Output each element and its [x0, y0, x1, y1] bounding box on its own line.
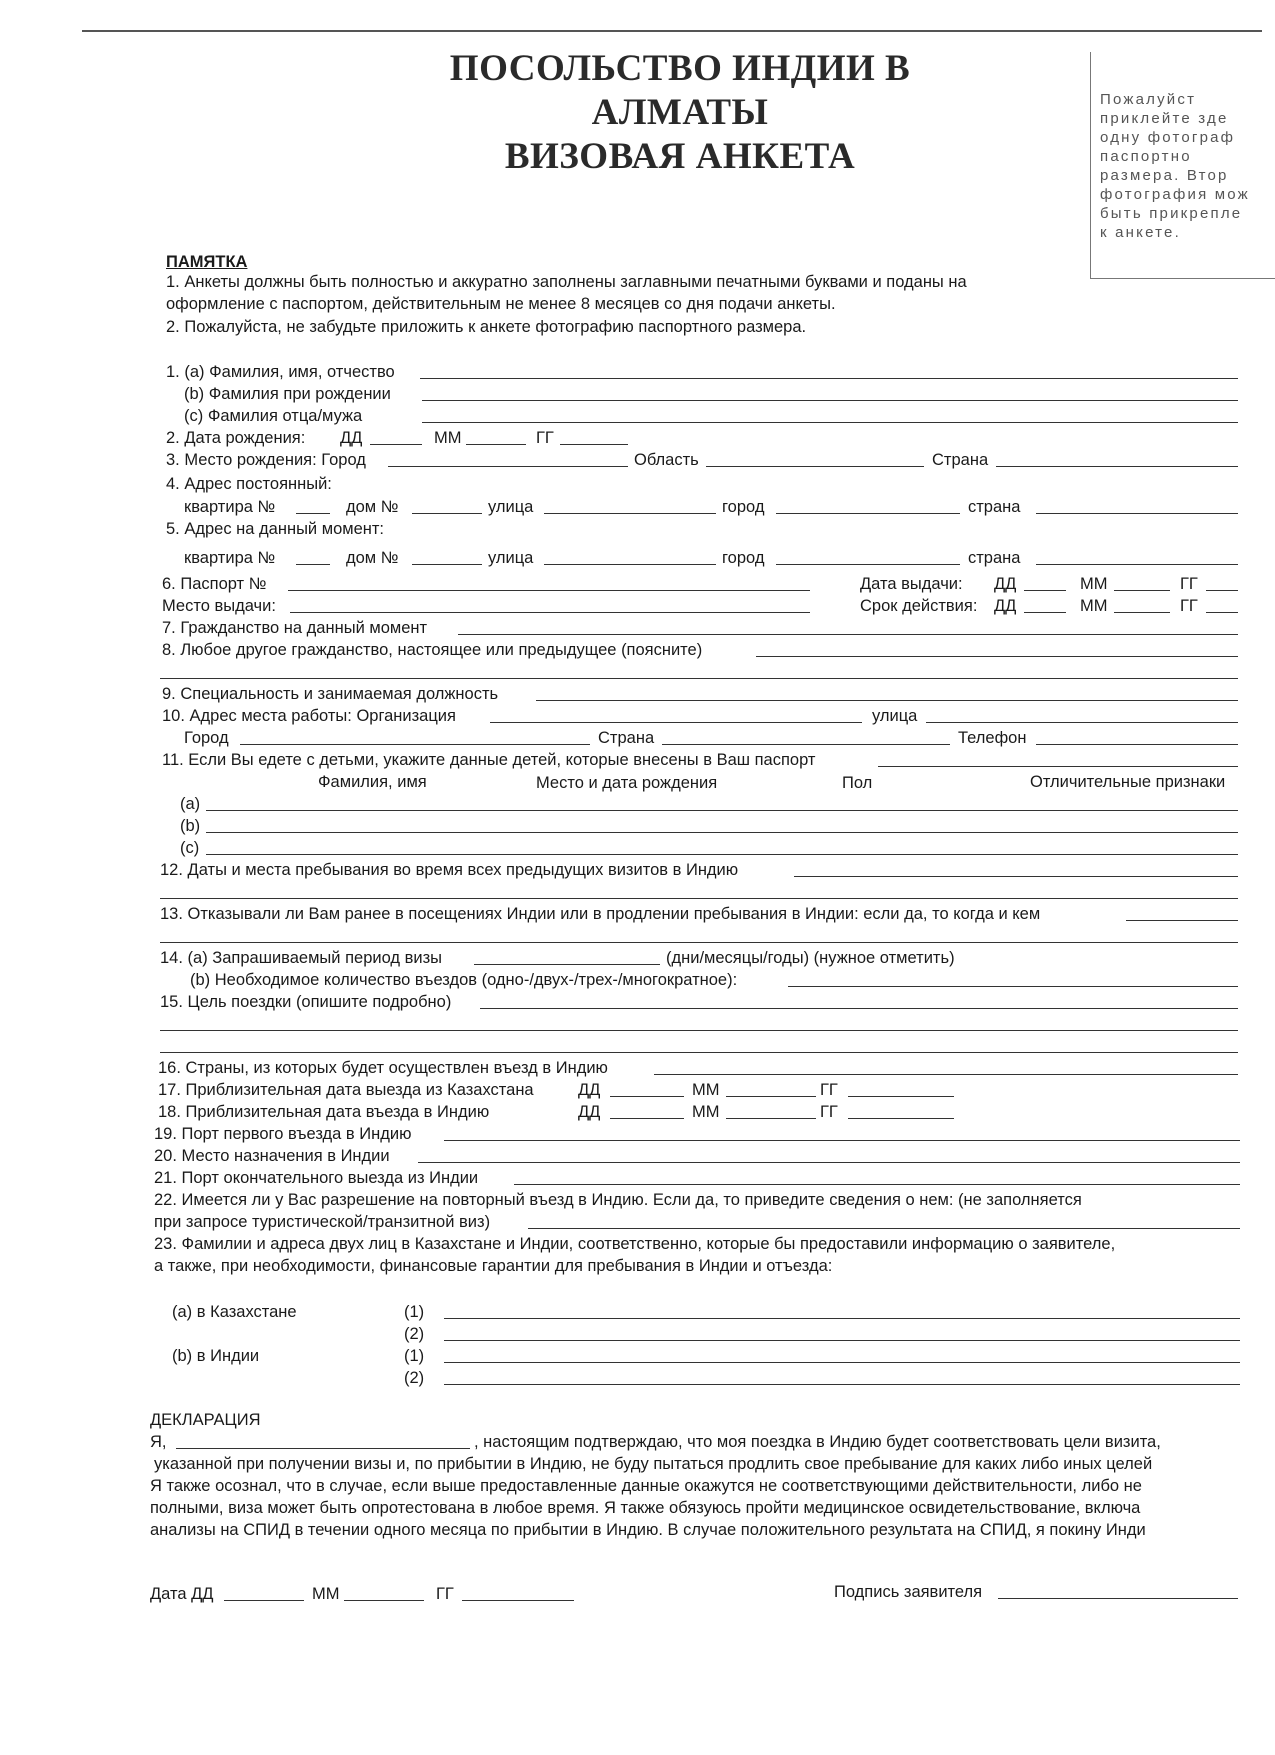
q5-house-label: дом №	[346, 549, 399, 567]
memo-heading: ПАМЯТКА	[166, 253, 248, 271]
q1c-label: (c) Фамилия отца/мужа	[184, 407, 363, 425]
q23-in-2: (2)	[404, 1369, 425, 1387]
q11-row-c-field[interactable]	[206, 854, 1238, 855]
footer-gg-field[interactable]	[462, 1600, 574, 1601]
photo-note-line: одну фотограф	[1100, 129, 1236, 146]
q23-in-1: (1)	[404, 1347, 425, 1365]
title-line-3: ВИЗОВАЯ АНКЕТА	[504, 136, 856, 177]
q6-label: 6. Паспорт №	[162, 575, 267, 593]
q16-field[interactable]	[654, 1074, 1238, 1075]
q11-col-birth: Место и дата рождения	[536, 774, 718, 792]
q6-issue-gg-field[interactable]	[1206, 590, 1238, 591]
q11-row-b-field[interactable]	[206, 832, 1238, 833]
q4-city-label: город	[722, 498, 765, 516]
q12-field[interactable]	[794, 876, 1238, 877]
q10-city-label: Город	[184, 729, 229, 747]
q3-country-field[interactable]	[996, 466, 1238, 467]
q2-gg-label: ГГ	[536, 429, 554, 447]
q5-label: 5. Адрес на данный момент:	[166, 520, 385, 538]
q10-street-label: улица	[872, 707, 918, 725]
q1a-label: 1. (a) Фамилия, имя, отчество	[166, 363, 395, 381]
q23-in-2-field[interactable]	[444, 1384, 1240, 1385]
title-line-1: ПОСОЛЬСТВО ИНДИИ В	[449, 48, 911, 89]
declaration-ya: Я,	[150, 1433, 167, 1451]
q4-city-field[interactable]	[776, 513, 960, 514]
q5-country-label: страна	[968, 549, 1021, 567]
q6-issue-gg: ГГ	[1180, 575, 1198, 593]
q6-issue-mm: ММ	[1080, 575, 1108, 593]
q1c-field[interactable]	[422, 422, 1238, 423]
q17-gg-field[interactable]	[848, 1096, 954, 1097]
memo-item-1a: 1. Анкеты должны быть полностью и аккуратно заполнены заглавными печатными буквами и поданы на	[166, 273, 967, 291]
footer-mm-field[interactable]	[344, 1600, 424, 1601]
q11-row-a-field[interactable]	[206, 810, 1238, 811]
q6-validity-dd: ДД	[994, 597, 1017, 615]
q8-field[interactable]	[756, 656, 1238, 657]
q17-dd-field[interactable]	[610, 1096, 684, 1097]
q5-house-field[interactable]	[412, 564, 482, 565]
photo-note-line: размера. Втор	[1100, 167, 1229, 184]
photo-note-line: приклейте зде	[1100, 110, 1229, 127]
q4-label: 4. Адрес постоянный:	[166, 475, 332, 493]
q21-label: 21. Порт окончательного выезда из Индии	[154, 1169, 479, 1187]
q4-street-field[interactable]	[544, 513, 716, 514]
q3-city-field[interactable]	[388, 466, 628, 467]
q11-row-c: (c)	[180, 839, 200, 857]
q4-apt-field[interactable]	[296, 513, 330, 514]
q10-phone-field[interactable]	[1036, 744, 1238, 745]
q5-city-field[interactable]	[776, 564, 960, 565]
q11-col-marks: Отличительные признаки	[1030, 773, 1226, 791]
declaration-line-2: указанной при получении визы и, по прибытии в Индию, не буду пытаться продлить свое пребывание для каких либо иных целей	[154, 1455, 1153, 1473]
top-border-line	[82, 30, 1262, 32]
q4-street-label: улица	[488, 498, 534, 516]
q6-validity-dd-field[interactable]	[1024, 612, 1066, 613]
q11-row-b: (b)	[180, 817, 201, 835]
q19-field[interactable]	[444, 1140, 1240, 1141]
q10-label: 10. Адрес места работы: Организация	[162, 707, 456, 725]
q23-kz-2: (2)	[404, 1325, 425, 1343]
q14a-unit: (дни/месяцы/годы) (нужное отметить)	[666, 949, 955, 967]
q3-country-label: Страна	[932, 451, 989, 469]
q10-phone-label: Телефон	[958, 729, 1027, 747]
footer-signature-field[interactable]	[998, 1598, 1238, 1599]
q7-label: 7. Гражданство на данный момент	[162, 619, 428, 637]
q22-label-2: при запросе туристической/транзитной виз)	[154, 1213, 491, 1231]
q9-label: 9. Специальность и занимаемая должность	[162, 685, 499, 703]
photo-note-line: к анкете.	[1100, 224, 1181, 241]
footer-date-label: Дата ДД	[150, 1585, 214, 1603]
q23-in-1-field[interactable]	[444, 1362, 1240, 1363]
q15-label: 15. Цель поездки (опишите подробно)	[160, 993, 452, 1011]
q4-house-field[interactable]	[412, 513, 482, 514]
q23-kz-label: (a) в Казахстане	[172, 1303, 297, 1321]
photo-note-line: Пожалуйст	[1100, 91, 1197, 108]
q3-label: 3. Место рождения: Город	[166, 451, 366, 469]
q6-passport-field[interactable]	[288, 590, 810, 591]
q11-row-a: (a)	[180, 795, 201, 813]
q20-field[interactable]	[418, 1162, 1240, 1163]
q17-dd: ДД	[578, 1081, 601, 1099]
q18-label: 18. Приблизительная дата въезда в Индию	[158, 1103, 490, 1121]
q9-field[interactable]	[536, 700, 1238, 701]
q11-col-name: Фамилия, имя	[318, 773, 427, 791]
q12-field-extra[interactable]	[160, 898, 1238, 899]
q6-issue-date-label: Дата выдачи:	[860, 575, 963, 593]
footer-gg-label: ГГ	[436, 1585, 454, 1603]
memo-item-2: 2. Пожалуйста, не забудьте приложить к анкете фотографию паспортного размера.	[166, 318, 807, 336]
declaration-line-1: , настоящим подтверждаю, что моя поездка в Индию будет соответствовать цели визита,	[474, 1433, 1161, 1451]
q19-label: 19. Порт первого въезда в Индию	[154, 1125, 412, 1143]
q16-label: 16. Страны, из которых будет осуществлен въезд в Индию	[158, 1059, 608, 1077]
q13-field-extra[interactable]	[160, 942, 1238, 943]
q2-label: 2. Дата рождения:	[166, 429, 306, 447]
q23-label-1: 23. Фамилии и адреса двух лиц в Казахстане и Индии, соответственно, которые бы предоставили информацию о заявителе,	[154, 1235, 1116, 1253]
q6-issue-dd: ДД	[994, 575, 1017, 593]
q20-label: 20. Место назначения в Индии	[154, 1147, 390, 1165]
q17-label: 17. Приблизительная дата выезда из Казахстана	[158, 1081, 534, 1099]
q17-gg: ГГ	[820, 1081, 838, 1099]
q11-field[interactable]	[878, 766, 1238, 767]
q14a-field[interactable]	[474, 964, 660, 965]
q15-field[interactable]	[480, 1008, 1238, 1009]
memo-item-1b: оформление с паспортом, действительным не менее 8 месяцев со дня подачи анкеты.	[166, 295, 836, 313]
q14b-label: (b) Необходимое количество въездов (одно-/двух-/трех-/многократное):	[190, 971, 738, 989]
q6-issue-dd-field[interactable]	[1024, 590, 1066, 591]
q7-field[interactable]	[458, 634, 1238, 635]
q5-street-label: улица	[488, 549, 534, 567]
q22-label-1: 22. Имеется ли у Вас разрешение на повторный въезд в Индию. Если да, то приведите сведения о нем: (не заполняется	[154, 1191, 1082, 1209]
q6-validity-label: Срок действия:	[860, 597, 978, 615]
q10-city-field[interactable]	[240, 744, 590, 745]
q6-validity-mm-field[interactable]	[1114, 612, 1170, 613]
q11-label: 11. Если Вы едете с детьми, укажите данные детей, которые внесены в Ваш паспорт	[162, 751, 816, 769]
q10-country-label: Страна	[598, 729, 655, 747]
q1a-field[interactable]	[420, 378, 1238, 379]
footer-mm-label: ММ	[312, 1585, 340, 1603]
q4-country-label: страна	[968, 498, 1021, 516]
q8-field-extra[interactable]	[160, 678, 1238, 679]
q2-mm-label: ММ	[434, 429, 462, 447]
declaration-line-4: полными, виза может быть опротестована в любое время. Я также обязуюсь пройти медицинское освидетельствование, включа	[150, 1499, 1141, 1517]
q4-house-label: дом №	[346, 498, 399, 516]
q1b-field[interactable]	[422, 400, 1238, 401]
q18-mm-field[interactable]	[726, 1118, 816, 1119]
q6-validity-mm: ММ	[1080, 597, 1108, 615]
q14b-field[interactable]	[788, 986, 1238, 987]
q23-kz-1: (1)	[404, 1303, 425, 1321]
q23-kz-1-field[interactable]	[444, 1318, 1240, 1319]
q2-dd-label: ДД	[340, 429, 363, 447]
q3-region-label: Область	[634, 451, 699, 469]
q6-validity-gg-field[interactable]	[1206, 612, 1238, 613]
photo-note-line: быть прикрепле	[1100, 205, 1243, 222]
q23-in-label: (b) в Индии	[172, 1347, 260, 1365]
q12-label: 12. Даты и места пребывания во время всех предыдущих визитов в Индию	[160, 861, 739, 879]
q6-validity-gg: ГГ	[1180, 597, 1198, 615]
q5-country-field[interactable]	[1036, 564, 1238, 565]
footer-signature-label: Подпись заявителя	[834, 1583, 983, 1601]
q2-gg-field[interactable]	[560, 444, 628, 445]
title-line-2: АЛМАТЫ	[591, 92, 769, 133]
q18-dd: ДД	[578, 1103, 601, 1121]
q5-apt-label: квартира №	[184, 549, 276, 567]
q3-region-field[interactable]	[706, 466, 924, 467]
q18-dd-field[interactable]	[610, 1118, 684, 1119]
declaration-line-3: Я также осознал, что в случае, если выше предоставленные данные окажутся не соответствующими действительности, либо не	[150, 1477, 1142, 1495]
q10-org-field[interactable]	[490, 722, 862, 723]
photo-note-line: фотография мож	[1100, 186, 1250, 203]
photo-note	[1100, 90, 1250, 242]
q18-mm: ММ	[692, 1103, 720, 1121]
q17-mm-field[interactable]	[726, 1096, 816, 1097]
q5-apt-field[interactable]	[296, 564, 330, 565]
q13-field[interactable]	[1126, 920, 1238, 921]
q8-label: 8. Любое другое гражданство, настоящее или предыдущее (поясните)	[162, 641, 703, 659]
photo-note-line: паспортно	[1100, 148, 1192, 165]
q21-field[interactable]	[514, 1184, 1240, 1185]
q1b-label: (b) Фамилия при рождении	[184, 385, 391, 403]
q15-field-extra-2[interactable]	[160, 1052, 1238, 1053]
q18-gg: ГГ	[820, 1103, 838, 1121]
declaration-heading: ДЕКЛАРАЦИЯ	[150, 1411, 261, 1429]
q2-dd-field[interactable]	[370, 444, 422, 445]
q10-country-field[interactable]	[662, 744, 950, 745]
q4-country-field[interactable]	[1036, 513, 1238, 514]
q5-city-label: город	[722, 549, 765, 567]
q23-label-2: а также, при необходимости, финансовые гарантии для пребывания в Индии и отъезда:	[154, 1257, 833, 1275]
q4-apt-label: квартира №	[184, 498, 276, 516]
declaration-line-5: анализы на СПИД в течении одного месяца по прибытии в Индию. В случае положительного результата на СПИД, я покину Инди	[150, 1521, 1146, 1539]
q23-kz-2-field[interactable]	[444, 1340, 1240, 1341]
q14a-label: 14. (a) Запрашиваемый период визы	[160, 949, 443, 967]
q5-street-field[interactable]	[544, 564, 716, 565]
q15-field-extra-1[interactable]	[160, 1030, 1238, 1031]
q2-mm-field[interactable]	[466, 444, 526, 445]
q11-col-sex: Пол	[842, 774, 873, 792]
q6-issue-place-field[interactable]	[290, 612, 810, 613]
q6-issue-place-label: Место выдачи:	[162, 597, 276, 615]
footer-dd-field[interactable]	[224, 1600, 304, 1601]
q17-mm: ММ	[692, 1081, 720, 1099]
q22-field[interactable]	[528, 1228, 1240, 1229]
q6-issue-mm-field[interactable]	[1114, 590, 1170, 591]
declaration-name-field[interactable]	[176, 1448, 470, 1449]
q18-gg-field[interactable]	[848, 1118, 954, 1119]
q13-label: 13. Отказывали ли Вам ранее в посещениях Индии или в продлении пребывания в Индии: если да, то когда и кем	[160, 905, 1041, 923]
q10-street-field[interactable]	[926, 722, 1238, 723]
